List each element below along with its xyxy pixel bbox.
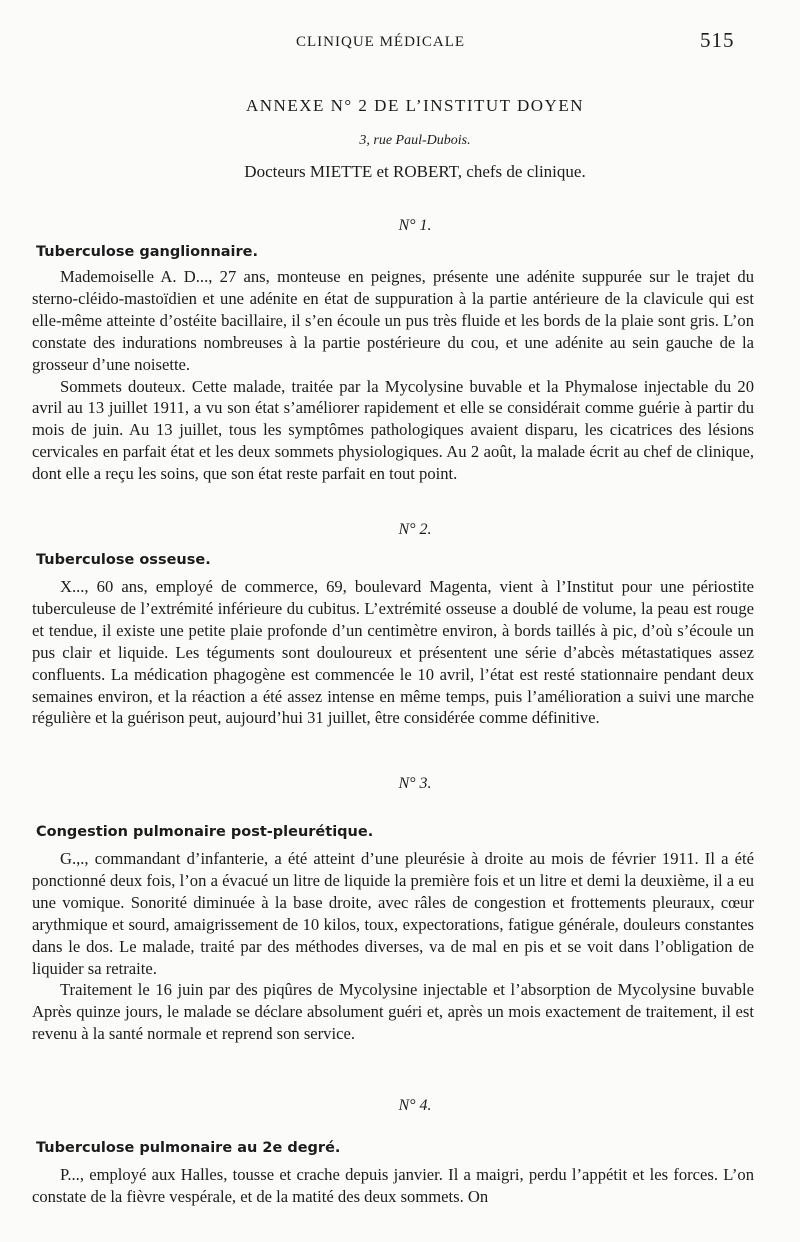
running-title: CLINIQUE MÉDICALE: [296, 34, 466, 50]
case-number: N° 1.: [398, 217, 432, 234]
running-header: [0, 28, 800, 58]
case-heading: Tuberculose ganglionnaire.: [36, 244, 259, 260]
case-body: [32, 266, 754, 485]
case-paragraph: P..., employé aux Halles, tousse et crache depuis janvier. Il a maigri, perdu l’appétit et les forces. L’on constate de la fièvre vespérale, et de la matité des deux sommets. On: [32, 1165, 754, 1206]
case-body: [32, 848, 754, 1045]
case-paragraph: Sommets douteux. Cette malade, traitée par la Mycolysine buvable et la Phymalose injectable du 20 avril au 13 juillet 1911, a vu son état s’améliorer rapidement et elle se considérait comme guérie à partir du mois de juin. Au 13 juillet, tous les symptômes pathologiques avaient disparu, les cicatrices des lésions cervicales en parfait état et les deux sommets physiologiques. Au 2 août, la malade écrit au chef de clinique, dont elle a reçu les soins, que son état reste parfait en tout point.: [32, 376, 754, 484]
page-number: 515: [700, 28, 735, 52]
case-heading: Tuberculose pulmonaire au 2e degré.: [36, 1140, 341, 1156]
annexe-address: 3, rue Paul-Dubois.: [359, 133, 471, 148]
case-body: [32, 1164, 754, 1208]
case-paragraph: G.,., commandant d’infanterie, a été atteint d’une pleurésie à droite au mois de février 1911. Il a été ponctionné deux fois, l’on a évacué un litre de liquide la première fois et un litre et demi la deuxième, il a eu une vomique. Sonorité diminuée à la base droite, avec râles de congestion et frottements pleuraux, cœur arythmique et sourd, amaigrissement de 10 kilos, toux, expectorations, fatigue générale, douleurs constantes dans le dos. Le malade, traité par des méthodes diverses, va de mal en pis et se voit dans l’obligation de liquider sa retraite.: [32, 849, 754, 978]
case-heading: Tuberculose osseuse.: [36, 552, 211, 568]
case-heading: Congestion pulmonaire post-pleurétique.: [36, 824, 374, 840]
case-number: N° 3.: [398, 775, 432, 792]
case-body: [32, 576, 754, 729]
case-number: N° 2.: [398, 521, 432, 538]
annexe-doctors: Docteurs MIETTE et ROBERT, chefs de clinique.: [244, 162, 586, 181]
annexe-title: ANNEXE N° 2 DE L’INSTITUT DOYEN: [245, 96, 584, 115]
case-number: N° 4.: [398, 1097, 432, 1114]
case-paragraph: X..., 60 ans, employé de commerce, 69, boulevard Magenta, vient à l’Institut pour une périostite tuberculeuse de l’extrémité inférieure du cubitus. L’extrémité osseuse a doublé de volume, la peau est rouge et tendue, il existe une petite plaie profonde d’un centimètre environ, à bords taillés à pic, d’où s’écoule un pus clair et liquide. Les téguments sont douloureux et présentent une série d’abcès métastatiques assez confluents. La médication phagogène est commencée le 10 avril, l’état est resté stationnaire pendant deux semaines environ, et la réaction a été assez intense en même temps, puis l’amélioration a suivi une marche régulière et la guérison peut, aujourd’hui 31 juillet, être considérée comme définitive.: [32, 577, 754, 728]
case-paragraph: Traitement le 16 juin par des piqûres de Mycolysine injectable et l’absorption de Mycolysine buvable Après quinze jours, le malade se déclare absolument guéri et, après un mois exactement de traitement, il est revenu à la santé normale et reprend son service.: [32, 980, 754, 1044]
case-paragraph: Mademoiselle A. D..., 27 ans, monteuse en peignes, présente une adénite suppurée sur le trajet du sterno-cléido-mastoïdien et une adénite en état de suppuration à la partie antérieure de la clavicule qui est elle-même atteinte d’ostéite bacillaire, il s’en écoule un pus très fluide et les bords de la plaie sont gris. L’on constate des indurations nombreuses à la partie postérieure du cou, et une adénite au sein gauche de la grosseur d’une noisette.: [32, 267, 754, 374]
